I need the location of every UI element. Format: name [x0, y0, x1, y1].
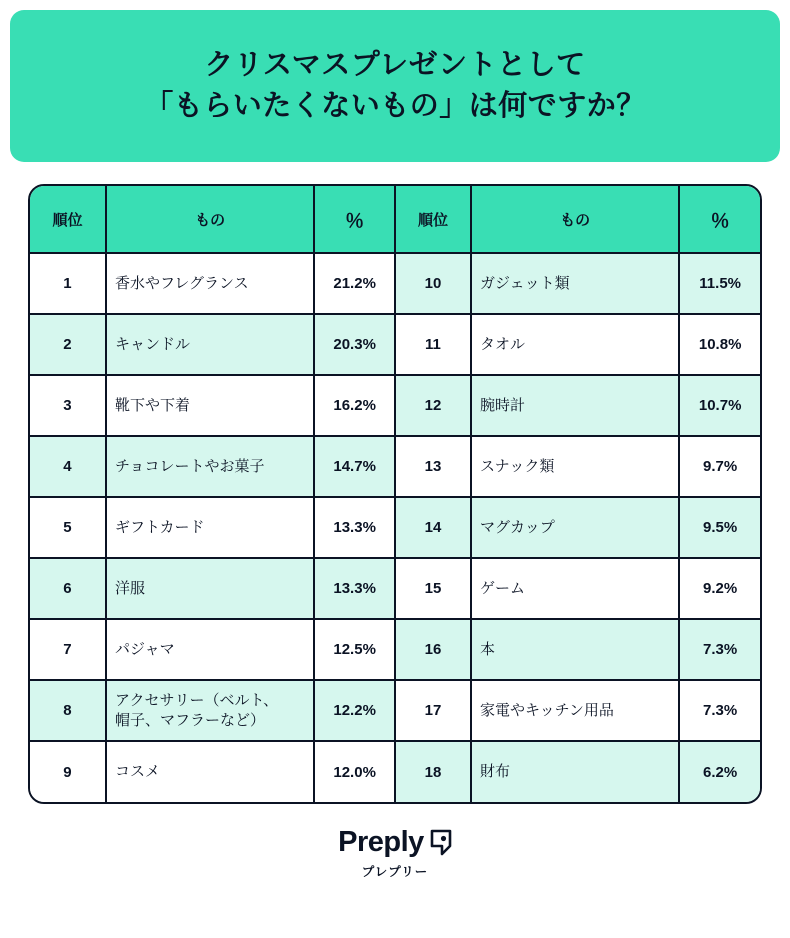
- cell-item-right: 腕時計: [471, 375, 679, 436]
- cell-item-left: 靴下や下着: [106, 375, 314, 436]
- cell-percent-left: 12.5%: [314, 619, 395, 680]
- cell-rank-left: 7: [30, 619, 106, 680]
- table-row: [30, 497, 760, 558]
- cell-item-right: 財布: [471, 741, 679, 802]
- ranking-table-card: [28, 184, 762, 804]
- cell-rank-left: 3: [30, 375, 106, 436]
- cell-percent-right: 7.3%: [679, 619, 760, 680]
- cell-rank-right: 15: [395, 558, 471, 619]
- table-header: [30, 186, 760, 253]
- cell-percent-right: 11.5%: [679, 253, 760, 314]
- logo-subtitle: プレプリー: [361, 865, 429, 879]
- cell-percent-left: 20.3%: [314, 314, 395, 375]
- column-header-rank-right: 順位: [395, 186, 471, 253]
- cell-percent-right: 7.3%: [679, 680, 760, 741]
- preply-speech-bubble-icon: [430, 829, 452, 857]
- cell-percent-right: 10.8%: [679, 314, 760, 375]
- cell-percent-left: 16.2%: [314, 375, 395, 436]
- column-header-item-left: もの: [106, 186, 314, 253]
- cell-percent-right: 10.7%: [679, 375, 760, 436]
- cell-item-left: キャンドル: [106, 314, 314, 375]
- cell-percent-left: 12.0%: [314, 741, 395, 802]
- cell-rank-right: 12: [395, 375, 471, 436]
- table-row: [30, 253, 760, 314]
- cell-item-right: ゲーム: [471, 558, 679, 619]
- footer-logo: [0, 826, 790, 880]
- column-header-percent-left: ％: [314, 186, 395, 253]
- cell-percent-left: 14.7%: [314, 436, 395, 497]
- cell-rank-left: 2: [30, 314, 106, 375]
- cell-rank-left: 1: [30, 253, 106, 314]
- cell-rank-left: 4: [30, 436, 106, 497]
- cell-rank-left: 6: [30, 558, 106, 619]
- column-header-item-right: もの: [471, 186, 679, 253]
- cell-percent-right: 9.2%: [679, 558, 760, 619]
- logo-row: [338, 826, 452, 859]
- table-row: [30, 680, 760, 741]
- cell-rank-right: 18: [395, 741, 471, 802]
- table-row: [30, 619, 760, 680]
- column-header-rank-left: 順位: [30, 186, 106, 253]
- cell-rank-right: 10: [395, 253, 471, 314]
- cell-item-right: スナック類: [471, 436, 679, 497]
- table-row: [30, 741, 760, 802]
- cell-rank-right: 11: [395, 314, 471, 375]
- cell-item-left: 香水やフレグランス: [106, 253, 314, 314]
- cell-item-left: コスメ: [106, 741, 314, 802]
- cell-item-left: ギフトカード: [106, 497, 314, 558]
- cell-item-right: 家電やキッチン用品: [471, 680, 679, 741]
- header-banner: [10, 10, 780, 162]
- table-row: [30, 314, 760, 375]
- cell-percent-left: 13.3%: [314, 497, 395, 558]
- cell-item-left: チョコレートやお菓子: [106, 436, 314, 497]
- column-header-percent-right: ％: [679, 186, 760, 253]
- page-title-line-2: 「もらいたくないもの」は何ですか？: [144, 90, 646, 122]
- table-row: [30, 436, 760, 497]
- cell-item-right: ガジェット類: [471, 253, 679, 314]
- cell-item-left: 洋服: [106, 558, 314, 619]
- cell-percent-left: 12.2%: [314, 680, 395, 741]
- cell-rank-left: 9: [30, 741, 106, 802]
- infographic-page: [0, 10, 790, 938]
- table-row: [30, 558, 760, 619]
- ranking-table: [30, 186, 760, 802]
- cell-rank-left: 5: [30, 497, 106, 558]
- cell-rank-left: 8: [30, 680, 106, 741]
- cell-percent-left: 13.3%: [314, 558, 395, 619]
- cell-item-right: タオル: [471, 314, 679, 375]
- table-body: [30, 253, 760, 802]
- cell-rank-right: 16: [395, 619, 471, 680]
- cell-item-left: パジャマ: [106, 619, 314, 680]
- cell-item-left: アクセサリー（ベルト、 帽子、マフラーなど）: [106, 680, 314, 741]
- cell-percent-left: 21.2%: [314, 253, 395, 314]
- cell-rank-right: 13: [395, 436, 471, 497]
- cell-percent-right: 9.7%: [679, 436, 760, 497]
- table-row: [30, 375, 760, 436]
- cell-rank-right: 17: [395, 680, 471, 741]
- page-title-line-1: クリスマスプレゼントとして: [204, 48, 586, 81]
- cell-percent-right: 9.5%: [679, 497, 760, 558]
- cell-rank-right: 14: [395, 497, 471, 558]
- logo-wordmark: Preply: [338, 826, 424, 858]
- cell-item-right: 本: [471, 619, 679, 680]
- cell-item-right: マグカップ: [471, 497, 679, 558]
- cell-percent-right: 6.2%: [679, 741, 760, 802]
- table-header-row: [30, 186, 760, 253]
